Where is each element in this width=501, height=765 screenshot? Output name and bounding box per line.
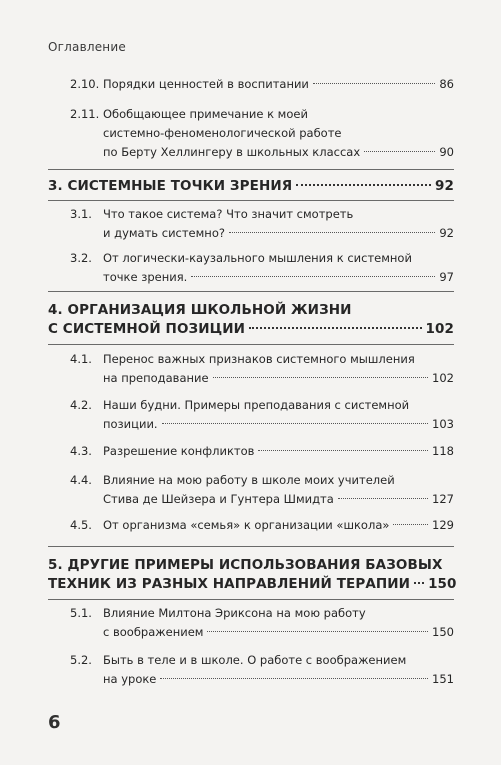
divider (48, 169, 454, 170)
entry-number: 2.10. (70, 77, 100, 91)
page-ref: 129 (432, 518, 454, 532)
entry-line: на преподавание 102 (103, 369, 454, 388)
entry-number: 4.4. (70, 473, 92, 487)
page-ref: 151 (432, 672, 454, 686)
entry-line: Разрешение конфликтов 118 (103, 442, 454, 461)
page-ref: 150 (428, 576, 457, 592)
entry-line: и думать системно? 92 (103, 224, 454, 243)
leader-dots (364, 151, 435, 152)
entry-number: 3.1. (70, 207, 92, 221)
entry-line: Стива де Шейзера и Гунтера Шмидта 127 (103, 490, 454, 509)
page-ref: 118 (432, 444, 454, 458)
divider (48, 546, 454, 547)
entry-line: Перенос важных признаков системного мышления (103, 352, 415, 366)
entry-number: 2.11. (70, 107, 100, 121)
entry-line: Влияние на мою работу в школе моих учителей (103, 473, 395, 487)
page-ref: 92 (439, 226, 454, 240)
entry-number: 4.1. (70, 352, 92, 366)
entry-line: точке зрения. 97 (103, 268, 454, 287)
entry-line: От организма «семья» к организации «школа» 129 (103, 516, 454, 535)
entry-line: с воображением 150 (103, 623, 454, 642)
entry-number: 4.3. (70, 444, 92, 458)
leader-dots (229, 232, 435, 233)
entry-line: Наши будни. Примеры преподавания с системной (103, 398, 410, 412)
leader-dots (160, 678, 428, 679)
entry-line: на уроке 151 (103, 670, 454, 689)
divider (48, 344, 454, 345)
page-ref: 92 (435, 178, 454, 194)
leader-dots (249, 327, 421, 329)
entry-line: позиции. 103 (103, 415, 454, 434)
page-ref: 102 (432, 371, 454, 385)
chapter-line: ТЕХНИК ИЗ РАЗНЫХ НАПРАВЛЕНИЙ ТЕРАПИИ 150 (48, 576, 457, 592)
leader-dots (213, 377, 428, 378)
entry-number: 5.1. (70, 606, 92, 620)
page-ref: 150 (432, 625, 454, 639)
leader-dots (258, 450, 428, 451)
entry-line: Обобщающее примечание к моей (103, 107, 308, 121)
page-ref: 103 (432, 417, 454, 431)
leader-dots (296, 184, 431, 186)
chapter-line: 3. СИСТЕМНЫЕ ТОЧКИ ЗРЕНИЯ 92 (48, 178, 454, 194)
entry-number: 3.2. (70, 251, 92, 265)
leader-dots (313, 83, 435, 84)
chapter-line: 5. ДРУГИЕ ПРИМЕРЫ ИСПОЛЬЗОВАНИЯ БАЗОВЫХ (48, 557, 443, 573)
divider (48, 599, 454, 600)
entry-number: 4.2. (70, 398, 92, 412)
page-ref: 127 (432, 492, 454, 506)
page-ref: 102 (425, 321, 454, 337)
leader-dots (207, 631, 428, 632)
leader-dots (338, 498, 428, 499)
chapter-line: С СИСТЕМНОЙ ПОЗИЦИИ 102 (48, 321, 454, 337)
divider (48, 291, 454, 292)
entry-line: От логически-каузального мышления к системной (103, 251, 412, 265)
page-ref: 97 (439, 270, 454, 284)
running-head: Оглавление (48, 40, 126, 54)
entry-line: Влияние Милтона Эриксона на мою работу (103, 606, 366, 620)
entry-line: по Берту Хеллингеру в школьных классах 90 (103, 143, 454, 162)
entry-line: Что такое система? Что значит смотреть (103, 207, 354, 221)
chapter-line: 4. ОРГАНИЗАЦИЯ ШКОЛЬНОЙ ЖИЗНИ (48, 302, 352, 318)
leader-dots (191, 276, 435, 277)
entry-number: 5.2. (70, 653, 92, 667)
page-number: 6 (48, 712, 61, 733)
divider (48, 200, 454, 201)
leader-dots (393, 524, 428, 525)
entry-line: Быть в теле и в школе. О работе с воображением (103, 653, 407, 667)
leader-dots (162, 423, 428, 424)
entry-line: системно-феноменологической работе (103, 126, 342, 140)
entry-number: 4.5. (70, 518, 92, 532)
entry-line: Порядки ценностей в воспитании 86 (103, 75, 454, 94)
page-ref: 90 (439, 145, 454, 159)
leader-dots (414, 582, 424, 584)
page-ref: 86 (439, 77, 454, 91)
